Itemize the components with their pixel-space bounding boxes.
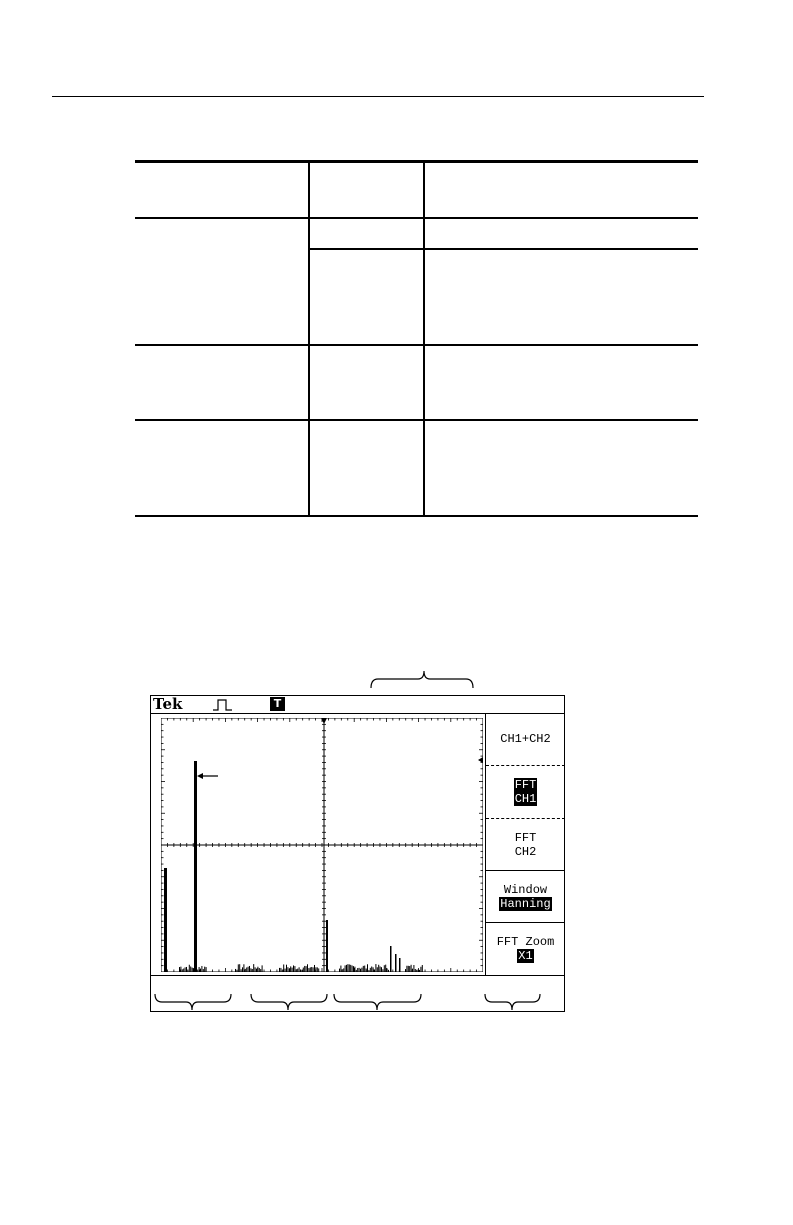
spectrum-noise — [252, 969, 253, 972]
spectrum-noise — [353, 966, 354, 972]
menu-item-label: CH1+CH2 — [500, 732, 551, 746]
spectrum-noise — [349, 964, 350, 972]
spectrum-noise — [380, 966, 381, 972]
spectrum-noise — [359, 968, 360, 972]
spectrum-noise — [255, 967, 256, 972]
spectrum-noise — [253, 964, 254, 972]
settings-table — [135, 160, 698, 517]
spectrum-noise — [190, 966, 191, 972]
table-subrow-rule — [309, 248, 698, 250]
spectrum-noise — [314, 965, 315, 972]
spectrum-noise — [310, 967, 311, 972]
spectrum-noise — [311, 967, 312, 972]
spectrum-noise — [350, 965, 351, 972]
spectrum-noise — [204, 967, 205, 972]
menu-item-ch1-ch2[interactable] — [486, 713, 565, 765]
menu-item-value: X1 — [518, 949, 533, 963]
spectrum-noise — [196, 966, 197, 972]
spectrum-noise — [364, 966, 365, 972]
spectrum-noise — [382, 969, 383, 972]
spectrum-noise — [203, 969, 204, 972]
top-callout-brace — [371, 671, 473, 688]
spectrum-noise — [345, 965, 346, 972]
spectrum-noise — [246, 967, 247, 972]
table-column-divider — [308, 160, 310, 517]
spectrum-noise — [377, 967, 378, 972]
table-row-rule — [135, 419, 698, 421]
spectrum-noise — [343, 968, 344, 972]
spectrum-noise — [283, 964, 284, 972]
menu-item-label: Window — [503, 883, 548, 897]
spectrum-noise — [285, 969, 286, 972]
table-column-divider — [423, 160, 425, 517]
menu-item-label: CH1 — [514, 792, 537, 806]
spectrum-noise — [387, 968, 388, 972]
spectrum-noise — [405, 969, 406, 972]
menu-item-fft-ch2[interactable] — [486, 819, 565, 871]
spectrum-noise — [200, 969, 201, 972]
spectrum-noise — [257, 967, 258, 972]
spectrum-noise — [409, 966, 410, 972]
menu-item-fft-ch1[interactable] — [486, 766, 565, 818]
spectrum-noise — [318, 968, 319, 972]
spectrum-noise — [346, 965, 347, 972]
spectrum-noise — [408, 966, 409, 972]
spectrum-noise — [363, 966, 364, 972]
spectrum-noise — [378, 965, 379, 972]
spectrum-noise — [303, 968, 304, 972]
spectrum-noise — [293, 965, 294, 972]
spectrum-bar — [164, 868, 167, 972]
spectrum-noise — [297, 969, 298, 972]
spectrum-noise — [280, 968, 281, 972]
menu-item-value: Hanning — [500, 897, 551, 911]
spectrum-noise — [243, 964, 244, 972]
spectrum-noise — [279, 968, 280, 972]
spectrum-noise — [413, 965, 414, 972]
spectrum-noise — [239, 964, 240, 972]
spectrum-noise — [192, 968, 193, 972]
spectrum-noise — [185, 967, 186, 972]
spectrum-noise — [245, 969, 246, 972]
spectrum-noise — [308, 968, 309, 972]
spectrum-bar — [395, 954, 397, 972]
spectrum-noise — [183, 969, 184, 972]
spectrum-noise — [352, 966, 353, 972]
spectrum-noise — [415, 969, 416, 972]
spectrum-noise — [388, 970, 389, 972]
spectrum-noise — [374, 969, 375, 972]
spectrum-noise — [304, 966, 305, 972]
spectrum-noise — [406, 966, 407, 972]
spectrum-noise — [259, 968, 260, 972]
table-header-rule — [135, 217, 698, 219]
fft-graticule — [161, 718, 483, 972]
spectrum-noise — [189, 965, 190, 972]
header-rule — [52, 96, 704, 97]
spectrum-noise — [422, 965, 423, 972]
spectrum-noise — [317, 967, 318, 972]
spectrum-noise — [289, 969, 290, 972]
menu-item-label: CH2 — [514, 845, 537, 859]
spectrum-noise — [287, 967, 288, 972]
menu-item-label: FFT — [514, 778, 537, 792]
spectrum-noise — [315, 967, 316, 972]
spectrum-noise — [416, 970, 417, 972]
table-top-rule — [135, 160, 698, 163]
spectrum-noise — [260, 969, 261, 972]
spectrum-noise — [249, 966, 250, 972]
spectrum-noise — [360, 969, 361, 972]
spectrum-noise — [342, 969, 343, 972]
spectrum-noise — [282, 970, 283, 972]
spectrum-noise — [384, 965, 385, 972]
spectrum-noise — [370, 968, 371, 972]
spectrum-noise — [301, 970, 302, 972]
brand-label: Tek — [153, 695, 183, 713]
spectrum-bar — [390, 946, 392, 972]
spectrum-noise — [300, 969, 301, 972]
spectrum-noise — [292, 968, 293, 972]
spectrum-noise — [206, 967, 207, 972]
pulse-trigger-icon — [213, 699, 233, 712]
spectrum-noise — [373, 967, 374, 972]
spectrum-bar — [326, 920, 328, 972]
spectrum-noise — [340, 966, 341, 972]
spectrum-noise — [248, 967, 249, 972]
spectrum-noise — [381, 967, 382, 972]
spectrum-noise — [250, 968, 251, 972]
side-menu — [485, 713, 565, 975]
spectrum-noise — [182, 969, 183, 972]
menu-item-label: FFT Zoom — [496, 935, 555, 949]
spectrum-noise — [199, 967, 200, 972]
spectrum-noise — [366, 968, 367, 972]
spectrum-noise — [194, 965, 195, 972]
marker-arrow-head — [197, 773, 203, 779]
spectrum-noise — [299, 967, 300, 972]
spectrum-noise — [307, 964, 308, 972]
spectrum-noise — [180, 967, 181, 972]
spectrum-noise — [420, 967, 421, 972]
spectrum-noise — [290, 966, 291, 972]
table-bottom-rule — [135, 515, 698, 517]
spectrum-noise — [187, 970, 188, 972]
spectrum-noise — [235, 969, 236, 972]
spectrum-noise — [339, 969, 340, 972]
spectrum-noise — [375, 964, 376, 972]
spectrum-noise — [367, 964, 368, 972]
spectrum-noise — [238, 964, 239, 972]
spectrum-noise — [418, 970, 419, 972]
spectrum-noise — [354, 967, 355, 972]
spectrum-noise — [262, 965, 263, 972]
spectrum-noise — [294, 966, 295, 972]
spectrum-noise — [313, 967, 314, 972]
menu-item-window[interactable] — [486, 871, 565, 923]
spectrum-noise — [371, 966, 372, 972]
spectrum-noise — [179, 967, 180, 972]
spectrum-noise — [306, 966, 307, 972]
spectrum-noise — [412, 969, 413, 972]
spectrum-noise — [197, 970, 198, 972]
spectrum-noise — [419, 970, 420, 972]
spectrum-noise — [385, 965, 386, 972]
readout-divider — [151, 975, 564, 976]
spectrum-noise — [296, 969, 297, 972]
spectrum-noise — [241, 969, 242, 972]
table-row-rule — [135, 344, 698, 346]
spectrum-bar — [194, 761, 197, 972]
spectrum-bar — [399, 958, 401, 972]
trigger-status-badge: T — [270, 697, 285, 711]
spectrum-trace — [164, 761, 423, 972]
spectrum-noise — [356, 970, 357, 972]
oscilloscope-screen — [150, 695, 565, 1012]
spectrum-noise — [236, 970, 237, 972]
spectrum-noise — [186, 967, 187, 972]
spectrum-noise — [256, 969, 257, 972]
spectrum-noise — [368, 970, 369, 972]
spectrum-noise — [286, 965, 287, 972]
spectrum-noise — [201, 966, 202, 972]
spectrum-noise — [347, 964, 348, 972]
spectrum-noise — [242, 967, 243, 972]
spectrum-noise — [411, 965, 412, 972]
spectrum-noise — [193, 968, 194, 972]
spectrum-noise — [361, 968, 362, 972]
spectrum-noise — [357, 968, 358, 972]
menu-item-label: FFT — [514, 831, 537, 845]
menu-item-fft-zoom[interactable] — [486, 923, 565, 975]
